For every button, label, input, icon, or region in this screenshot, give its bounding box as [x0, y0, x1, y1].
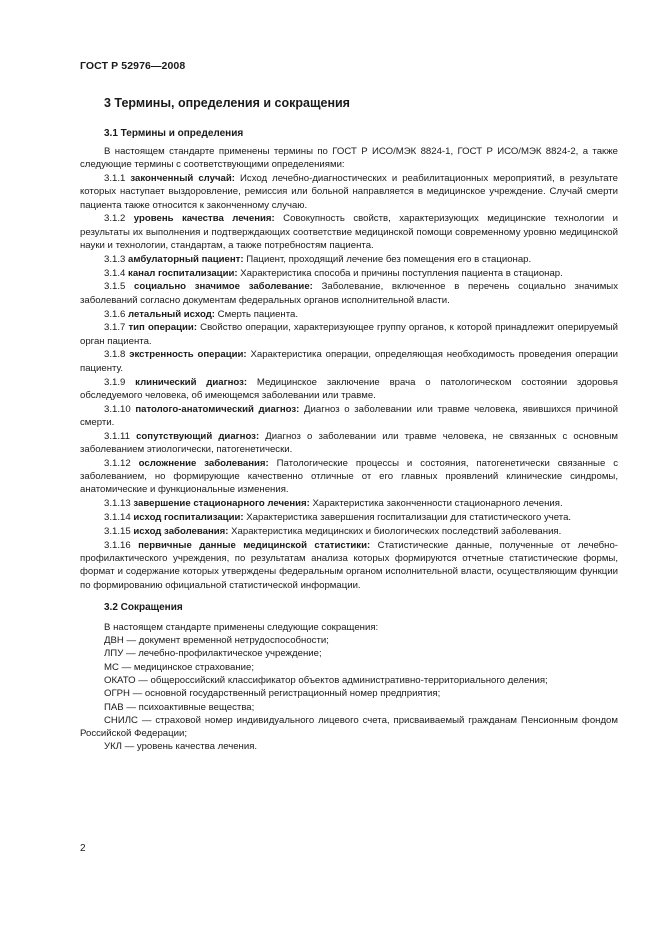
abbreviation-item: ПАВ — психоактивные вещества; — [104, 701, 255, 713]
term-definition: Патологические процессы и состояния, патогенетически связанные с заболеванием, но формирующие качественно отличные от его главных проявлений клинические синдромы, анатомические и функциональные изменения. — [80, 457, 618, 496]
term-name: патолого-анатомический диагноз: — [135, 403, 300, 415]
term-number: 3.1.6 — [104, 308, 126, 320]
term-number: 3.1.9 — [104, 376, 126, 388]
term-number: 3.1.3 — [104, 253, 126, 265]
term-item — [80, 539, 618, 592]
abbreviation-item: ОГРН — основной государственный регистрационный номер предприятия; — [104, 688, 441, 700]
term-definition: Характеристика завершения госпитализации для статистического учета. — [246, 512, 572, 524]
term-number: 3.1.8 — [104, 349, 126, 361]
term-number: 3.1.1 — [104, 173, 126, 185]
abbreviation-item: ЛПУ — лечебно-профилактическое учреждение; — [104, 648, 322, 660]
term-item — [80, 430, 618, 457]
term-number: 3.1.16 — [104, 539, 131, 551]
term-definition: Медицинское заключение врача о патологическом состоянии здоровья обследуемого человека, об имеющемся заболевании или травме. — [80, 376, 618, 401]
term-item — [80, 253, 618, 266]
term-definition: Характеристика операции, определяющая необходимость проведения операции пациенту. — [80, 349, 619, 374]
term-number: 3.1.14 — [104, 512, 131, 524]
term-number: 3.1.2 — [104, 213, 126, 225]
term-name: первичные данные медицинской статистики: — [138, 539, 371, 551]
abbreviation-item: ДВН — документ временной нетрудоспособности; — [104, 635, 329, 647]
abbreviation-item: УКЛ — уровень качества лечения. — [104, 741, 258, 753]
term-definition: Свойство операции, характеризующее группу органов, к которой принадлежит оперируемый орган пациента. — [80, 322, 619, 347]
term-item — [80, 321, 618, 348]
term-definition: Характеристика способа и причины поступления пациента в стационар. — [240, 267, 563, 279]
terms-list — [80, 172, 618, 592]
term-name: законченный случай: — [130, 173, 235, 185]
term-item — [80, 267, 618, 280]
term-number: 3.1.13 — [104, 498, 131, 510]
term-name: социально значимое заболевание: — [134, 281, 313, 293]
abbreviations-list — [80, 634, 618, 754]
page-number: 2 — [80, 843, 86, 854]
document-code: ГОСТ Р 52976—2008 — [80, 60, 186, 72]
term-definition: Совокупность свойств, характеризующих медицинские технологии и результаты их выполнения и подтверждающих соответствие медицинской помощи современному уровню медицинской науки и технологии, стандартам, а также потребностям пациента. — [80, 213, 618, 252]
term-item — [80, 403, 618, 430]
term-number: 3.1.15 — [104, 525, 131, 537]
term-number: 3.1.5 — [104, 281, 126, 293]
term-number: 3.1.10 — [104, 403, 131, 415]
term-name: амбулаторный пациент: — [128, 253, 244, 265]
term-item — [80, 511, 618, 524]
term-name: канал госпитализации: — [128, 267, 238, 279]
term-item — [80, 497, 618, 510]
term-name: завершение стационарного лечения: — [133, 498, 310, 510]
abbreviation-item: ОКАТО — общероссийский классификатор объектов административно-территориального деления; — [104, 674, 548, 686]
term-name: экстренность операции: — [129, 349, 247, 361]
term-number: 3.1.12 — [104, 457, 131, 469]
term-item — [80, 525, 618, 538]
term-item — [80, 172, 618, 212]
term-name: клинический диагноз: — [135, 376, 248, 388]
term-number: 3.1.4 — [104, 267, 126, 279]
term-definition: Пациент, проходящий лечение без помещения его в стационар. — [246, 253, 532, 265]
term-item — [80, 212, 618, 252]
term-definition: Смерть пациента. — [217, 308, 299, 320]
terms-subsection-title: 3.1 Термины и определения — [104, 128, 244, 139]
term-definition: Статистические данные, полученные от лечебно-профилактического учреждения, по результатам анализа которых формируются отчетные статистические формы, формат и содержание которых утверждены федеральным органом исполнительной власти, осуществляющим функции по формированию официальной статистической информации. — [80, 539, 619, 591]
term-item — [80, 376, 618, 403]
term-number: 3.1.7 — [104, 322, 126, 334]
term-definition: Характеристика медицинских и биологических последствий заболевания. — [231, 525, 562, 537]
term-name: летальный исход: — [128, 308, 215, 320]
term-item — [80, 457, 618, 497]
term-definition: Диагноз о заболевании или травме человека, явившихся причиной смерти. — [80, 403, 618, 428]
term-definition: Диагноз о заболевании или травме человека, не связанных с основным заболеванием этиологически, патогенетически. — [80, 430, 619, 456]
term-name: исход заболевания: — [133, 525, 229, 537]
term-definition: Исход лечебно-диагностических и реабилитационных мероприятий, в результате которых наступает выздоровление, ремиссия или больной направляется в медицинское учреждение. Случай смерти пациента также относится к законченному случаю. — [80, 173, 619, 211]
term-number: 3.1.11 — [104, 430, 130, 442]
term-name: сопутствующий диагноз: — [136, 430, 260, 442]
term-name: исход госпитализации: — [133, 512, 244, 524]
term-name: осложнение заболевания: — [138, 457, 269, 469]
term-definition: Характеристика законченности стационарного лечения. — [312, 498, 563, 510]
section-title: 3 Термины, определения и сокращения — [104, 96, 350, 110]
term-name: тип операции: — [128, 322, 198, 334]
term-item — [80, 280, 618, 307]
term-name: уровень качества лечения: — [133, 213, 275, 225]
abbreviations-intro: В настоящем стандарте применены следующие сокращения: — [104, 621, 379, 633]
terms-intro: В настоящем стандарте применены термины по ГОСТ Р ИСО/МЭК 8824-1, ГОСТ Р ИСО/МЭК 8824-2, а также следующие термины с соответствующими определениями: — [80, 146, 618, 171]
abbreviations-subsection-title: 3.2 Сокращения — [104, 601, 183, 613]
term-item — [80, 348, 618, 375]
term-definition: Заболевание, включенное в перечень социально значимых заболеваний согласно документам федеральных органов исполнительной власти. — [80, 281, 618, 306]
abbreviation-item: СНИЛС — страховой номер индивидуального лицевого счета, присваиваемый гражданам Пенсионным фондом Российской Федерации; — [80, 714, 618, 740]
abbreviation-item: МС — медицинское страхование; — [104, 661, 254, 673]
term-item — [80, 308, 618, 321]
